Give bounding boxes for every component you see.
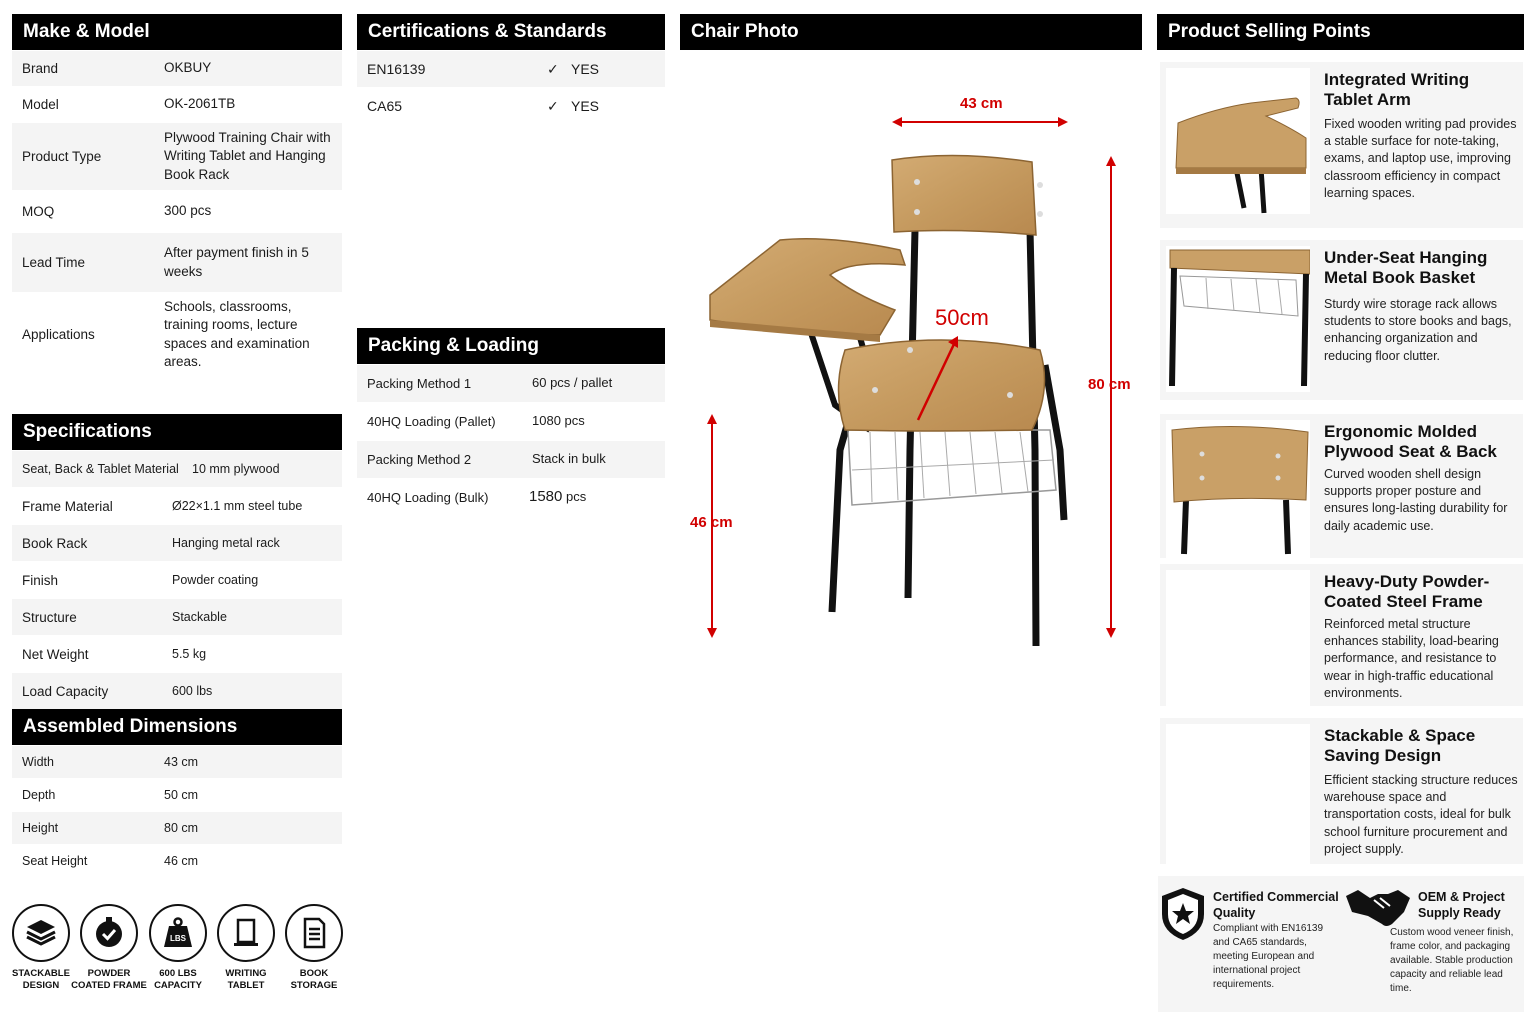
selling-point-desc: Curved wooden shell design supports proper posture and ensures long-lasting durability for daily academic use. — [1324, 467, 1508, 533]
shield-star-icon — [1160, 886, 1206, 942]
row-value: 300 pcs — [164, 203, 212, 219]
row-key: Product Type — [22, 149, 102, 164]
value-number: 1580 — [529, 488, 563, 506]
selling-point-desc: Efficient stacking structure reduces warehouse space and transportation costs, ideal for bulk school furniture procurement and project supply. — [1324, 773, 1518, 856]
row-value: Stackable — [172, 609, 227, 624]
height-dimension: 80 cm — [1088, 376, 1131, 393]
stackable-thumbnail — [1166, 724, 1310, 870]
row-value: 50 cm — [164, 787, 199, 802]
badge-label: WRITING TABLET — [225, 968, 267, 991]
quality-title: Certified Commercial Quality — [1213, 890, 1339, 920]
selling-point-frame — [1160, 564, 1523, 706]
row-key: Load Capacity — [22, 683, 109, 699]
steel-frame-thumbnail — [1166, 570, 1310, 716]
table-row — [12, 123, 342, 191]
row-value: Ø22×1.1 mm steel tube — [172, 498, 303, 513]
selling-point-title: Integrated Writing Tablet Arm — [1324, 70, 1470, 109]
row-value: 43 cm — [164, 754, 199, 769]
row-key: Depth — [22, 788, 56, 802]
row-value: Powder coating — [172, 572, 259, 587]
table-row — [12, 191, 342, 233]
table-row — [12, 525, 342, 562]
depth-dimension: 50cm — [935, 305, 989, 330]
row-key: Applications — [22, 327, 95, 342]
row-key: Height — [22, 821, 59, 835]
table-row — [12, 845, 342, 878]
row-value: OKBUY — [164, 60, 212, 76]
row-key: Lead Time — [22, 255, 86, 270]
selling-point-ergonomic — [1160, 414, 1523, 558]
table-row — [12, 233, 342, 293]
book-basket-thumbnail — [1166, 246, 1310, 392]
selling-point-desc: Sturdy wire storage rack allows students to store books and bags, enhancing organization and reducing floor clutter. — [1324, 297, 1512, 363]
value-unit: pcs — [566, 489, 587, 505]
row-key: Brand — [22, 61, 59, 76]
chair-photo — [680, 50, 1142, 1018]
table-row — [12, 599, 342, 636]
row-value: Schools, classrooms, training rooms, lecture spaces and examination areas. — [164, 298, 310, 369]
row-key: Book Rack — [22, 535, 88, 551]
table-row — [12, 779, 342, 812]
table-row — [12, 636, 342, 673]
table-row — [357, 441, 665, 479]
row-value: YES — [571, 97, 600, 114]
selling-point-stackable — [1160, 718, 1523, 864]
oem-title: OEM & Project Supply Ready — [1418, 890, 1505, 920]
row-value: YES — [571, 60, 600, 77]
row-value: 60 pcs / pallet — [532, 375, 613, 391]
row-value: 600 lbs — [172, 683, 213, 698]
row-key: Frame Material — [22, 498, 113, 514]
certifications-header: Certifications & Standards — [357, 14, 665, 50]
packing-header: Packing & Loading — [357, 328, 665, 364]
row-key: MOQ — [22, 204, 55, 219]
selling-point-desc: Reinforced metal structure enhances stability, load-bearing performance, and resistance to wear in high-traffic educational environments. — [1324, 617, 1499, 700]
row-value: Hanging metal rack — [172, 535, 280, 550]
row-value: Stack in bulk — [532, 451, 606, 467]
badge-label: STACKABLE DESIGN — [12, 968, 70, 991]
table-row — [12, 673, 342, 710]
row-key: Seat Height — [22, 854, 88, 868]
selling-point-basket — [1160, 240, 1523, 400]
seat-back-thumbnail — [1166, 420, 1310, 566]
badge-book-storage — [283, 904, 345, 992]
row-key: 40HQ Loading (Bulk) — [367, 490, 489, 505]
handshake-icon — [1344, 886, 1412, 930]
selling-point-desc: Fixed wooden writing pad provides a stable surface for note-taking, exams, and laptop use, improving classroom efficiency in compact learning spaces. — [1324, 117, 1517, 200]
badge-label: POWDER COATED FRAME — [71, 968, 147, 991]
table-row — [12, 451, 342, 488]
check-badge-icon — [80, 904, 138, 962]
row-key: Seat, Back & Tablet Material — [22, 462, 179, 476]
chair-photo-header: Chair Photo — [680, 14, 1142, 50]
selling-point-title: Heavy-Duty Powder-Coated Steel Frame — [1324, 572, 1490, 611]
width-dimension: 43 cm — [960, 95, 1003, 112]
document-icon — [285, 904, 343, 962]
specifications-header: Specifications — [12, 414, 342, 450]
layers-icon — [12, 904, 70, 962]
table-row — [12, 51, 342, 87]
row-value: Plywood Training Chair with Writing Tablet and Hanging Book Rack — [164, 129, 331, 182]
row-key: Model — [22, 97, 59, 112]
check-icon: ✓ — [547, 60, 559, 77]
check-icon: ✓ — [547, 97, 559, 114]
selling-points-header: Product Selling Points — [1157, 14, 1524, 50]
weight-icon — [149, 904, 207, 962]
row-value: 5.5 kg — [172, 646, 207, 661]
row-key: EN16139 — [367, 61, 426, 77]
table-row — [12, 293, 342, 377]
table-row — [12, 562, 342, 599]
row-key: CA65 — [367, 98, 403, 114]
row-key: Finish — [22, 572, 59, 588]
table-row — [357, 51, 665, 88]
tablet-arm-thumbnail — [1166, 68, 1310, 214]
packing-table — [357, 365, 665, 517]
selling-point-title: Under-Seat Hanging Metal Book Basket — [1324, 248, 1488, 287]
row-value: OK-2061TB — [164, 96, 236, 112]
table-row — [12, 746, 342, 779]
assembled-dimensions-table — [12, 746, 342, 878]
badge-label: 600 LBS CAPACITY — [154, 968, 202, 991]
table-row — [357, 88, 665, 125]
footer-badges — [1158, 876, 1524, 1012]
row-key: 40HQ Loading (Pallet) — [367, 414, 496, 429]
table-row — [357, 479, 665, 517]
row-value: 46 cm — [164, 853, 199, 868]
specifications-table — [12, 451, 342, 710]
assembled-dimensions-header: Assembled Dimensions — [12, 709, 342, 745]
row-value: 80 cm — [164, 820, 199, 835]
make-model-table — [12, 51, 342, 377]
selling-point-title: Ergonomic Molded Plywood Seat & Back — [1324, 422, 1497, 461]
row-key: Width — [22, 755, 54, 769]
selling-point-title: Stackable & Space Saving Design — [1324, 726, 1476, 765]
table-row — [12, 488, 342, 525]
table-row — [357, 365, 665, 403]
row-value — [529, 488, 665, 507]
weight-glyph: LBS — [170, 934, 186, 943]
row-value: 1080 pcs — [532, 413, 585, 429]
row-key: Structure — [22, 609, 77, 625]
table-row — [357, 403, 665, 441]
table-row — [12, 87, 342, 123]
tablet-icon — [217, 904, 275, 962]
make-model-header: Make & Model — [12, 14, 342, 50]
certifications-table — [357, 51, 665, 125]
chair-illustration — [680, 50, 1142, 1018]
table-row — [12, 812, 342, 845]
oem-desc: Custom wood veneer finish, frame color, and packaging available. Stable production capacity and reliable lead time. — [1390, 927, 1514, 994]
row-key: Net Weight — [22, 646, 89, 662]
row-value: 10 mm plywood — [192, 461, 280, 476]
badge-label: BOOK STORAGE — [290, 968, 338, 991]
row-key: Packing Method 2 — [367, 452, 472, 467]
row-value: After payment finish in 5 weeks — [164, 245, 309, 279]
row-key: Packing Method 1 — [367, 376, 472, 391]
seat-height-dimension: 46 cm — [690, 514, 733, 531]
selling-point-tablet — [1160, 62, 1523, 228]
quality-desc: Compliant with EN16139 and CA65 standards, meeting European and international project requirements. — [1213, 923, 1324, 990]
